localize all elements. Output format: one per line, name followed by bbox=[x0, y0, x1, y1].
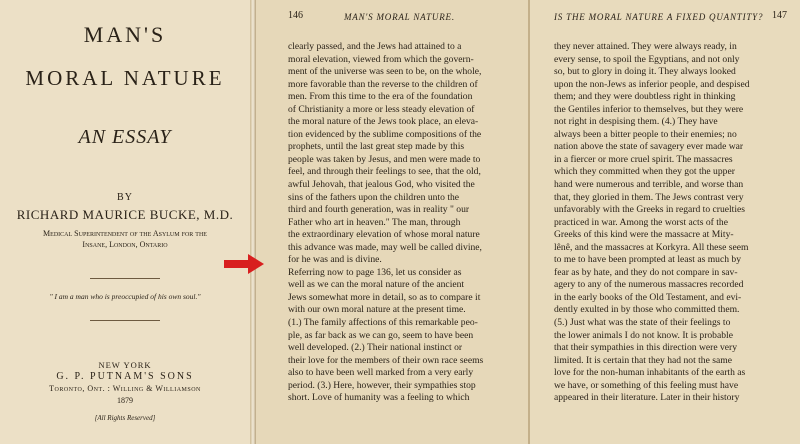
text-line: feel, and through their feelings to see, that the old, bbox=[288, 166, 481, 178]
text-line: short. Love of humanity was a feeling to which bbox=[288, 392, 470, 404]
author-note: Medical Superintendent of the Asylum for the Insane, London, Ontario bbox=[43, 229, 207, 249]
text-line: their love for the members of their own race seems bbox=[288, 354, 484, 366]
text-line: practiced in war. Among the worst acts of the bbox=[554, 216, 728, 228]
epigraph: " I am a man who is preoccupied of his own soul." bbox=[49, 292, 201, 301]
text-line: Greeks of this kind were the massacre at Mity- bbox=[554, 229, 734, 241]
text-line: them; and they were doubtless right in thinking bbox=[554, 91, 736, 103]
text-line: agery to any of the numerous massacres recorded bbox=[554, 279, 744, 291]
divider-rule bbox=[90, 320, 160, 321]
text-line: not right in despising them. (4.) They have bbox=[554, 116, 718, 128]
text-line: more favorable than the reverse to the children of bbox=[288, 78, 478, 90]
text-line: lênê, and the massacres at Korkyra. All these seem bbox=[554, 241, 749, 253]
text-line: (1.) The family affections of this remarkable peo- bbox=[288, 317, 478, 329]
text-line: that, they gloried in them. The Jews contrast very bbox=[554, 191, 744, 203]
running-head: IS THE MORAL NATURE A FIXED QUANTITY? bbox=[554, 12, 764, 22]
subtitle: AN ESSAY bbox=[78, 126, 172, 148]
by-label: BY bbox=[117, 192, 133, 203]
page-number: 146 bbox=[288, 10, 303, 21]
text-line: period. (3.) Here, however, their sympathies stop bbox=[288, 379, 476, 391]
text-line: tion evidenced by the sublime compositions of the bbox=[288, 128, 482, 140]
text-line: people was taken by Jesus, and men were made to bbox=[288, 153, 481, 165]
text-line: this advance was made, may well be called divine, bbox=[288, 241, 482, 253]
page-146 bbox=[256, 0, 528, 444]
page-number: 147 bbox=[772, 10, 787, 21]
text-line: they never attained. They were always ready, in bbox=[554, 41, 737, 52]
running-head: MAN'S MORAL NATURE. bbox=[344, 12, 455, 22]
text-line: to me to have been prompted at least as much by bbox=[554, 254, 742, 266]
text-line: every sense, to spoil the Egyptians, and not only bbox=[554, 53, 740, 65]
title-line-1: MAN'S bbox=[83, 22, 167, 47]
text-line: we have, or something of this feeling must have bbox=[554, 379, 739, 391]
text-line: sins of the fathers upon the children unto the bbox=[288, 191, 460, 203]
publisher-branch: Toronto, Ont. : Willing & Williamson bbox=[49, 384, 201, 393]
text-line: upon the non-Jews as inferior people, and despised bbox=[554, 78, 750, 90]
page-147 bbox=[530, 0, 800, 444]
text-line: men. From this time to the era of the foundation bbox=[288, 91, 473, 103]
text-line: always been a bitter people to their enemies; no bbox=[554, 128, 737, 140]
text-line: with our own moral nature at the present time. bbox=[288, 304, 466, 316]
text-line: hand were numerous and terrible, and worse than bbox=[554, 179, 744, 191]
text-line: Jews somewhat more in detail, so as to compare it bbox=[288, 291, 481, 303]
divider-rule bbox=[90, 278, 160, 279]
text-line: in a fiercer or more cruel spirit. The massacres bbox=[554, 153, 733, 165]
text-line: ment of the universe was seen to be, on the whole, bbox=[288, 66, 482, 78]
text-line: ple, as far back as we can go, seem to have been bbox=[288, 329, 474, 341]
text-line: well developed. (2.) Their national instinct or bbox=[288, 342, 463, 354]
text-line: appeared in their literature. Later in their history bbox=[554, 392, 740, 404]
text-line: awful Jehovah, that jealous God, who visited the bbox=[288, 179, 475, 191]
text-line: of Christianity a more or less steady elevation of bbox=[288, 103, 475, 115]
publication-year: 1879 bbox=[117, 396, 133, 405]
text-line: prophets, until the last great step made by this bbox=[288, 141, 465, 153]
text-line: in the early books of the Old Testament, and evi- bbox=[554, 291, 742, 303]
text-line: Father who art in heaven." The man, through bbox=[288, 216, 461, 228]
text-line: the extraordinary elevation of whose moral nature bbox=[288, 229, 480, 241]
text-line: unfavorably with the Greeks in regard to cruelties bbox=[554, 204, 746, 216]
author-name: RICHARD MAURICE BUCKE, M.D. bbox=[16, 207, 234, 222]
text-line: nation above the state of savagery ever made war bbox=[554, 141, 744, 153]
text-line: moral elevation, viewed from which the govern- bbox=[288, 53, 474, 65]
text-line: third and fourth generation, was in reality " our bbox=[288, 204, 470, 216]
text-line: the lower animals I do not know. It is probable bbox=[554, 329, 733, 341]
text-line: that their sympathies in this direction were very bbox=[554, 342, 738, 354]
page-text bbox=[554, 41, 750, 405]
text-line: Referring now to page 136, let us consider as bbox=[288, 266, 462, 278]
text-line: dently exulted in by those who committed them. bbox=[554, 304, 740, 316]
text-line: also to have been well marked from a very early bbox=[288, 367, 474, 379]
text-line: so, but to glory in doing it. They always looked bbox=[554, 66, 736, 78]
rights-notice: [All Rights Reserved] bbox=[94, 414, 156, 422]
publisher-name: G. P. PUTNAM'S SONS bbox=[56, 371, 194, 382]
text-line: fear as by hate, and they do not compare in sav- bbox=[554, 266, 738, 278]
text-line: (5.) Just what was the state of their feelings to bbox=[554, 317, 731, 329]
text-line: the moral nature of the Jews took place, an eleva- bbox=[288, 116, 479, 128]
publisher-city: NEW YORK bbox=[98, 360, 152, 370]
page-text bbox=[288, 41, 483, 405]
red-arrow-icon bbox=[224, 254, 264, 274]
title-page bbox=[0, 0, 250, 444]
text-line: clearly passed, and the Jews had attained to a bbox=[288, 41, 462, 52]
text-line: for he was and is divine. bbox=[288, 254, 382, 266]
text-line: which they committed when they got the upper bbox=[554, 166, 735, 178]
text-line: love for the non-human inhabitants of the earth as bbox=[554, 367, 746, 379]
text-line: limited. It is certain that they had not the same bbox=[554, 354, 732, 366]
title-line-2: MORAL NATURE bbox=[25, 66, 225, 90]
text-line: well as we can the moral nature of the ancient bbox=[288, 279, 465, 291]
text-line: the Gentiles inferior to themselves, but they were bbox=[554, 103, 744, 115]
